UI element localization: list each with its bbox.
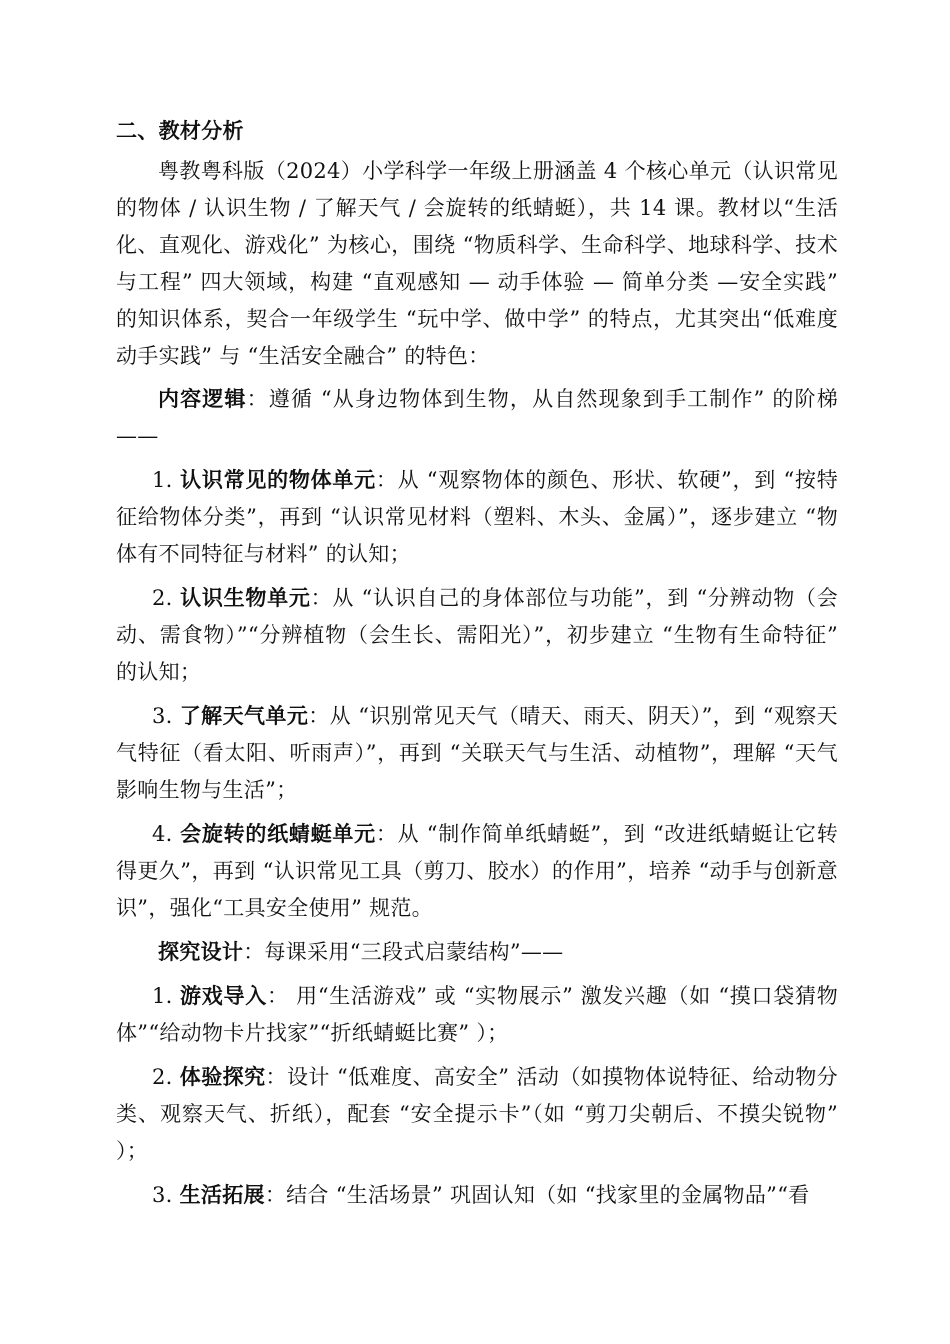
- item-text: ：从 “观察物体的颜色、形状、软硬”，到 “按特征给物体分类”，再到 “认识常见材料（塑料、木头、金属）”，逐步建立 “物体有不同特征与材料” 的认知；: [116, 468, 838, 566]
- item-text: ：从 “认识自己的身体部位与功能”，到 “分辨动物（会动、需食物）”“分辨植物（会生长、需阳光）”，初步建立 “生物有生命特征” 的认知；: [116, 586, 838, 684]
- section-title: 二、教材分析: [116, 118, 244, 143]
- item-number: 4.: [152, 822, 181, 846]
- inquiry-design-text: ：每课采用“三段式启蒙结构”——: [243, 940, 564, 964]
- item-number: 1.: [152, 468, 181, 492]
- item-number: 2.: [152, 586, 181, 610]
- item-title: 了解天气单元: [179, 703, 309, 728]
- inquiry-item-2: [116, 1058, 838, 1170]
- item-number: 2.: [152, 1065, 180, 1089]
- content-logic-paragraph: [116, 380, 838, 455]
- item-text: ：从 “制作简单纸蜻蜓”，到 “改进纸蜻蜓让它转得更久”，再到 “认识常见工具（剪刀、胶水）的作用”，培养 “动手与创新意识”，强化“工具安全使用” 规范。: [116, 822, 838, 920]
- content-logic-text: ：遵循 “从身边物体到生物，从自然现象到手工制作” 的阶梯——: [116, 387, 838, 448]
- inquiry-design-paragraph: [116, 933, 838, 971]
- intro-paragraph: 粤教粤科版（2024）小学科学一年级上册涵盖 4 个核心单元（认识常见的物体 / 认识生物 / 了解天气 / 会旋转的纸蜻蜓），共 14 课。教材以“生活化、直观化、游戏化” 为核心，围绕 “物质科学、生命科学、地球科学、技术与工程” 四大领域，构建 “直观感知 — 动手体验 — 简单分类 —安全实践” 的知识体系，契合一年级学生 “玩中学、做中学” 的特点，尤其突出“低难度动手实践” 与 “生活安全融合” 的特色：: [116, 159, 838, 368]
- item-title: 体验探究: [179, 1064, 266, 1089]
- content-logic-item-3: [116, 697, 838, 809]
- content-logic-label: 内容逻辑: [158, 386, 247, 411]
- content-logic-item-2: [116, 579, 838, 691]
- item-title: 生活拓展: [179, 1182, 265, 1207]
- item-text: ：设计 “低难度、高安全” 活动（如摸物体说特征、给动物分类、观察天气、折纸），配套 “安全提示卡”（如 “剪刀尖朝后、不摸尖锐物” ）；: [116, 1065, 838, 1163]
- inquiry-item-3: [116, 1176, 838, 1214]
- content-logic-item-1: [116, 461, 838, 573]
- inquiry-item-1: [116, 977, 838, 1052]
- item-number: 1.: [152, 984, 181, 1008]
- content-logic-item-4: [116, 815, 838, 927]
- item-text: ：从 “识别常见天气（晴天、雨天、阴天）”，到 “观察天气特征（看太阳、听雨声）”，再到 “关联天气与生活、动植物”，理解 “天气影响生物与生活”；: [116, 704, 838, 802]
- item-text: ： 用“生活游戏” 或 “实物展示” 激发兴趣（如 “摸口袋猜物体”“给动物卡片找家”“折纸蜻蜓比赛” ）；: [116, 984, 839, 1045]
- item-title: 会旋转的纸蜻蜓单元: [180, 821, 376, 846]
- item-number: 3.: [152, 1183, 180, 1207]
- item-title: 认识生物单元: [180, 585, 311, 610]
- document-body: [116, 112, 838, 1220]
- item-text: ：结合 “生活场景” 巩固认知（如 “找家里的金属物品”“看: [264, 1183, 810, 1207]
- item-number: 3.: [152, 704, 180, 728]
- item-title: 认识常见的物体单元: [180, 467, 376, 492]
- inquiry-design-label: 探究设计: [158, 939, 244, 964]
- item-title: 游戏导入: [180, 983, 267, 1008]
